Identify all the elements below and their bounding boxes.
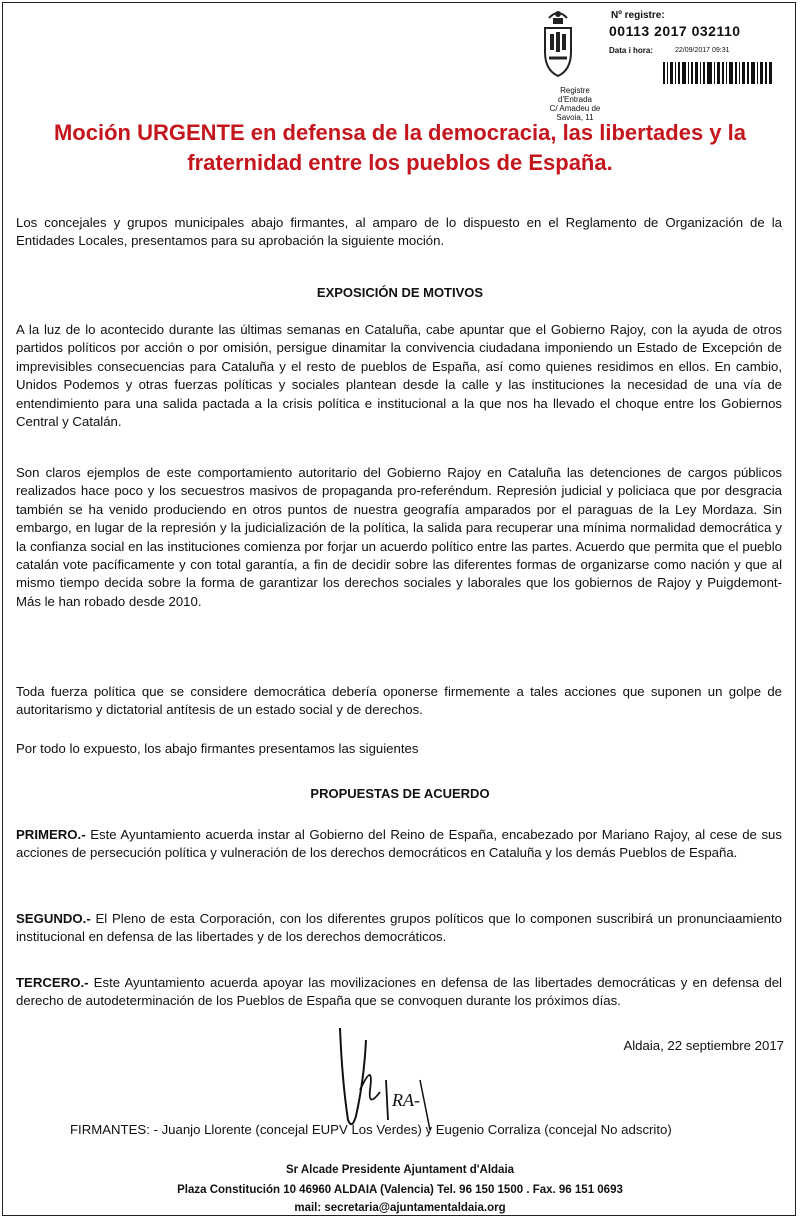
registry-office xyxy=(545,86,605,122)
date-value: 22/09/2017 09:31 xyxy=(675,47,730,54)
motivos-paragraph-2: Son claros ejemplos de este comportamiento autoritario del Gobierno Rajoy en Cataluña las detenciones de cargos públicos realizados hace poco y los secuestros masivos de propaganda pro-referéndum. Represión judicial y policiaca que por desgracia también se ha venido produciendo en otros puntos de nuestra geografía amparados por el paraguas de la Ley Mordaza. Sin embargo, en lugar de la represión y la judicialización de la política, la salida para recuperar una mínima normalidad democrática y la confianza social en las instituciones comienza por forjar un acuerdo político entre las partes. Acuerdo que permita que el pueblo catalán vote pacíficamente y con total garantía, a fin de decidir sobre las diferentes formas de organizarse como nación y que al mismo tiempo decida sobre la forma de garantizar los derechos sociales y laborales que los gobiernos de Rajoy y Puigdemont-Más le han robado desde 2010. xyxy=(16,465,782,609)
propuesta-text: El Pleno de esta Corporación, con los diferentes grupos políticos que lo componen suscribirá un pronunciaamiento institucional en defensa de las libertades y de los derechos democráticos. xyxy=(16,911,782,945)
motivos-paragraph-4: Por todo lo expuesto, los abajo firmantes presentamos las siguientes xyxy=(16,741,419,756)
motivos-paragraph-3: Toda fuerza política que se considere democrática debería oponerse firmemente a tales acciones que suponen un golpe de autoritarismo y dictatorial antítesis de un estado social y de derechos. xyxy=(16,684,782,718)
motion-title: Moción URGENTE en defensa de la democracia, las libertades y la fraternidad entre los pueblos de España. xyxy=(53,120,746,175)
propuesta-segundo xyxy=(16,910,782,947)
propuesta-label: SEGUNDO.- xyxy=(16,911,91,926)
signature-initials: RA- xyxy=(392,1090,420,1110)
registry-stamp xyxy=(535,6,785,122)
intro-paragraph: Los concejales y grupos municipales abajo firmantes, al amparo de lo dispuesto en el Reglamento de Organización de la Entidades Locales, presentamos para su aprobación la siguiente moción. xyxy=(16,215,782,249)
motivos-paragraph-1: A la luz de lo acontecido durante las últimas semanas en Cataluña, cabe apuntar que el Gobierno Rajoy, con la ayuda de otros partidos políticos por acción o por omisión, persigue dinamitar la convivencia ciudadana imponiendo un Estado de Excepción de imprevisibles consecuencias para Cataluña y el resto de pueblos de España, así como quienes residimos en ellos. En cambio, Unidos Podemos y otras fuerzas políticas y sociales plantean desde la calle y las instituciones la necesidad de una vía de entendimiento para una salida pactada a la crisis política e institucional a la que nos ha llevado el choque entre los Gobiernos Central y Catalán. xyxy=(16,322,782,430)
date-label: Data i hora: xyxy=(609,46,654,55)
propuesta-text: Este Ayuntamiento acuerda apoyar las movilizaciones en defensa de las libertades democráticas y en defensa del derecho de autodeterminación de los Pueblos de España que se convoquen durante los próximos días. xyxy=(16,975,782,1009)
propuesta-tercero xyxy=(16,974,782,1011)
barcode-icon xyxy=(663,60,773,86)
registry-number: 00113 2017 032110 xyxy=(609,23,741,39)
propuesta-label: PRIMERO.- xyxy=(16,827,86,842)
registry-label: Nº registre: xyxy=(611,10,665,21)
propuesta-primero xyxy=(16,826,782,863)
firmantes-line: FIRMANTES: - Juanjo Llorente (concejal EUPV Los Verdes) y Eugenio Corraliza (concejal No adscrito) xyxy=(70,1122,672,1137)
propuesta-text: Este Ayuntamiento acuerda instar al Gobierno del Reino de España, encabezado por Mariano Rajoy, al cese de sus acciones de persecución política y vulneración de los derechos democráticos en Cataluña y los demás Pueblos de España. xyxy=(16,827,782,861)
registry-office-line2: C/ Amadeu de Savoia, 11 xyxy=(549,104,601,122)
heading-propuestas: PROPUESTAS DE ACUERDO xyxy=(310,786,490,801)
heading-exposicion: EXPOSICIÓN DE MOTIVOS xyxy=(316,285,484,300)
coat-of-arms-icon xyxy=(541,8,575,82)
place-date: Aldaia, 22 septiembre 2017 xyxy=(623,1038,784,1053)
footer-line-1: Sr Alcade Presidente Ajuntament d'Aldaia xyxy=(285,1164,515,1176)
propuesta-label: TERCERO.- xyxy=(16,975,89,990)
footer-email: mail: secretaria@ajuntamentaldaia.org xyxy=(294,1202,506,1214)
footer-line-2: Plaza Constitución 10 46960 ALDAIA (Valencia) Tel. 96 150 1500 . Fax. 96 151 0693 xyxy=(177,1184,623,1196)
registry-office-line1: Registre d'Entrada xyxy=(558,86,592,104)
